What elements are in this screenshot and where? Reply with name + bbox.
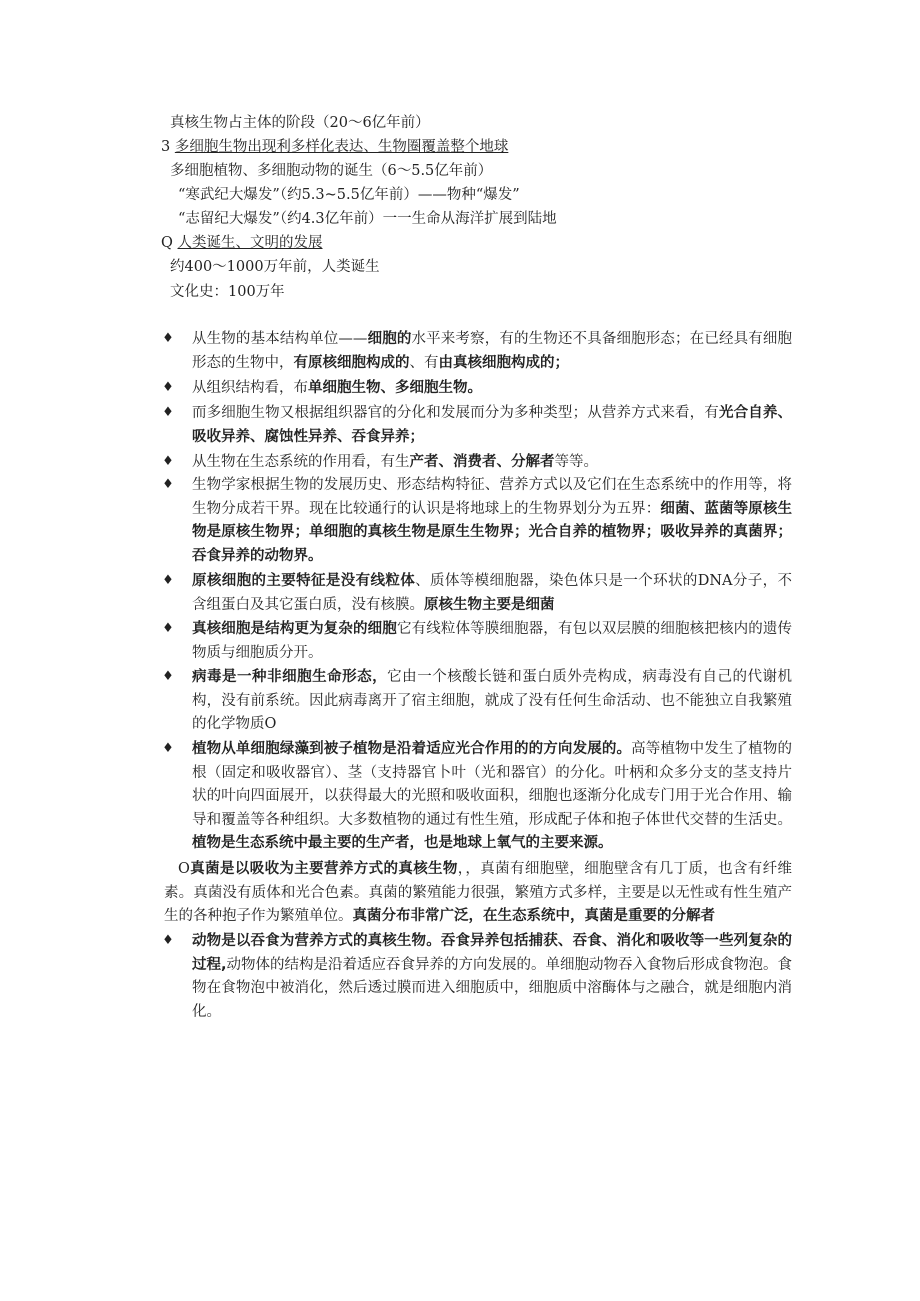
p5-bold-1: 细菌、蓝菌等原核生物是原核生物界；单细胞的真核生物是原生生物界；光合自养的植物界；吸收异养的真菌界；吞食异养的动物界。	[192, 500, 793, 564]
p2-text-1: 从组织结构看，布	[192, 380, 308, 396]
p5-text-1: 生物学家根据生物的发展历史、形态结构特征、营养方式以及它们在生态系统中的作用等，将生物分成若干界。现在比较通行的认识是将地球上的生物界划分为五界：	[192, 477, 792, 517]
p4-text-2: 等等。	[554, 454, 598, 470]
bullet-icon: ♦	[162, 380, 174, 395]
bullet-icon: ♦	[162, 669, 174, 684]
outline-line-7: 约400～1000万年前，人类诞生	[170, 259, 380, 275]
p6-text-1: 、质体等模细胞器，染色体只是一个环状的DNA分子，不含组蛋白及其它蛋白质，没有核膜。	[192, 573, 792, 613]
p1-bold-1: 细胞的	[367, 331, 412, 347]
p10-bold-1: 真菌是以吸收为主要营养方式的真核生物	[189, 861, 458, 877]
bullet-paragraph-2	[192, 377, 792, 401]
bullet-icon: ♦	[162, 477, 174, 492]
outline-line-6-text: 人类诞生、文明的发展	[177, 235, 323, 251]
bullet-icon: ♦	[162, 933, 174, 948]
p3-text-1: 而多细胞生物又根据组织器官的分化和发展而分为多种类型；从营养方式来看，有	[192, 405, 719, 421]
bullet-icon: ♦	[162, 405, 174, 420]
p6-bold-2: 原核生物主要是细菌	[424, 596, 555, 613]
p11-bold-1: 动物是以吞食为营养方式的真核生物。吞食异养包括捕获、吞食、消化和吸收等一些列复杂的过程,	[192, 933, 792, 973]
bullet-paragraph-6	[192, 570, 792, 617]
p2-bold-1: 单细胞生物、多细胞生物。	[308, 380, 482, 396]
outline-line-2	[161, 136, 508, 158]
p1-text-1: 从生物的基本结构单位——	[192, 331, 368, 347]
p6-bold-1: 原核细胞的主要特征是没有线粒体	[192, 573, 416, 589]
p9-bold-1: 植物从单细胞绿藻到被子植物是沿着适应光合作用的的方向发展的。	[192, 741, 632, 757]
bullet-paragraph-7	[192, 618, 792, 665]
p1-bold-3: 由真核细胞构成的；	[438, 354, 569, 371]
outline-line-2-num: 3	[161, 139, 171, 155]
p3-bold-1: 光合自养、吸收异养、腐蚀性异养、吞食异养；	[192, 405, 793, 445]
p7-text-1: 它有线粒体等膜细胞器，有包以双层膜的细胞核把核内的遗传物质与细胞质分开。	[192, 621, 793, 661]
outline-line-8: 文化史：100万年	[170, 284, 285, 300]
bullet-icon: ♦	[162, 621, 174, 636]
outline-line-5: “志留纪大爆发”（约4.3亿年前）一一生命从海洋扩展到陆地	[178, 211, 557, 227]
outline-line-6-num: Q	[161, 235, 173, 251]
p4-bold-1: 产者、消费者、分解者	[409, 454, 555, 470]
bullet-paragraph-11	[192, 930, 792, 1024]
p9-bold-2: 植物是生态系统中最主要的生产者，也是地球上氧气的主要来源。	[192, 835, 613, 851]
outline-line-1: 真核生物占主体的阶段（20～6亿年前）	[170, 115, 430, 131]
outline-line-4: “寒武纪大爆发”（约5.3~5.5亿年前）——物种“爆发”	[178, 187, 520, 203]
p11-text-1: 动物体的结构是沿着适应吞食异养的方向发展的。单细胞动物吞入食物后形成食物泡。食物在食物泡中被消化，然后透过膜而进入细胞质中，细胞质中溶酶体与之融合，就是细胞内消化。	[192, 956, 793, 1020]
p8-text-1: 它由一个核酸长链和蛋白质外壳构成，病毒没有自己的代谢机构，没有前系统。因此病毒离开了宿主细胞，就成了没有任何生命活动、也不能独立自我繁殖的化学物质O	[192, 669, 793, 732]
bullet-icon: ♦	[162, 454, 174, 469]
bullet-paragraph-5	[192, 474, 792, 568]
p1-bold-2: 有原核细胞构成的	[293, 354, 410, 371]
bullet-paragraph-4	[192, 451, 792, 475]
p10-bold-2: 真菌分布非常广泛，在生态系统中，真菌是重要的分解者	[352, 908, 715, 924]
bullet-icon: ♦	[162, 741, 174, 756]
p8-bold-1: 病毒是一种非细胞生命形态，	[192, 669, 388, 685]
bullet-paragraph-8	[192, 666, 792, 737]
paragraph-fungi	[164, 858, 792, 929]
bullet-icon: ♦	[162, 573, 174, 588]
outline-line-6	[161, 232, 323, 254]
bullet-paragraph-3	[192, 402, 792, 449]
bullet-paragraph-9	[192, 738, 792, 856]
outline-line-2-text: 多细胞生物出现利多样化表达、生物圈覆盖整个地球	[174, 139, 509, 155]
p1-text-2: 水平来考察，有的生物还不具备细胞形态；在已经具有细胞形态的生物中，	[192, 331, 793, 371]
outline-line-3: 多细胞植物、多细胞动物的诞生（6～5.5亿年前）	[170, 163, 493, 179]
bullet-icon: ♦	[162, 331, 174, 346]
p10-text-1: ，，真菌有细胞壁，细胞壁含有几丁质，也含有纤维素。真菌没有质体和光合色素。真菌的繁殖能力很强，繁殖方式多样，主要是以无性或有性生殖产生的各种抱子作为繁殖单位。	[164, 861, 793, 924]
p1-text-3: 、有	[409, 354, 439, 371]
p4-text-1: 从生物在生态系统的作用看，有生	[192, 454, 410, 470]
p7-bold-1: 真核细胞是结构更为复杂的细胞	[192, 621, 397, 637]
bullet-paragraph-1	[192, 328, 792, 375]
p10-lead: O	[178, 861, 190, 877]
p9-text-1: 高等植物中发生了植物的根（固定和吸收器官）、茎（支持器官卜叶（光和器官）的分化。叶柄和众多分支的茎支持片状的叶向四面展开，以获得最大的光照和吸收面积，细胞也逐渐分化成专门用于光合作用、输导和覆盖等各种组织。大多数植物的通过有性生殖，形成配子体和抱子体世代交替的生活史。	[192, 741, 792, 828]
